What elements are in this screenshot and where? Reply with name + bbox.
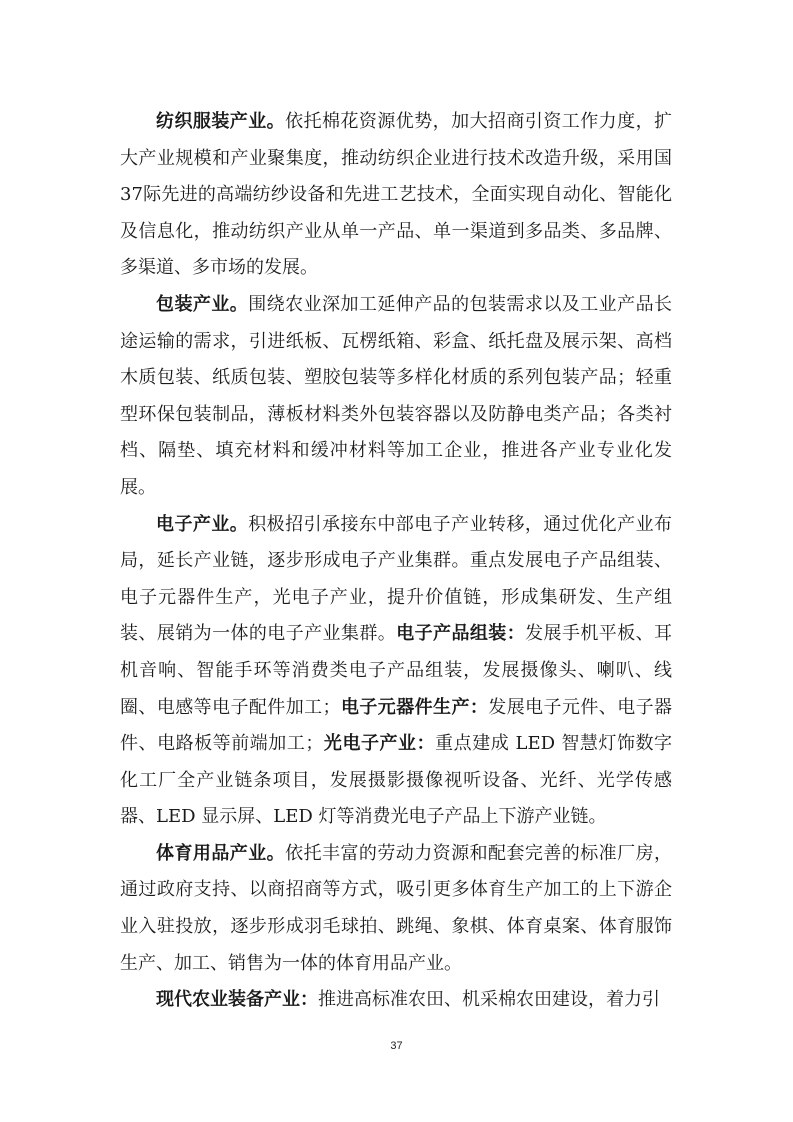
paragraph-textile — [120, 104, 672, 287]
paragraph-text: 推进高标准农田、机采棉农田建设，着力引 — [318, 989, 660, 1011]
paragraph-packaging — [120, 287, 672, 507]
subheading-components: 电子元器件生产： — [340, 696, 489, 718]
paragraph-heading: 包装产业。 — [156, 293, 249, 315]
paragraph-electronics — [120, 507, 672, 836]
paragraph-text: 积极招引承接东中部电子产业转移，通过优化产业布局，延长产业链，逐步形成电子产业集群。重点发展电子产品组装、电子元器件生产，光电子产业，提升价值链，形成集研发、生产组装、展销为一体的电子产业集群。 — [120, 513, 673, 645]
document-body — [120, 104, 672, 1019]
subheading-assembly: 电子产品组装： — [396, 623, 526, 645]
paragraph-text: 依托棉花资源优势，加大招商引资工作力度，扩大产业规模和产业聚集度，推动纺织企业进行技术改造升级，采用国37际先进的高端纺纱设备和先进工艺技术，全面实现自动化、智能化及信息化，推动纺织产业从单一产品、单一渠道到多品类、多品牌、多渠道、多市场的发展。 — [120, 111, 673, 279]
paragraph-text: 围绕农业深加工延伸产品的包装需求以及工业产品长途运输的需求，引进纸板、瓦楞纸箱、彩盒、纸托盘及展示架、高档木质包装、纸质包装、塑胶包装等多样化材质的系列包装产品；轻重型环保包装制品，薄板材料类外包装容器以及防静电类产品；各类衬档、隔垫、填充材料和缓冲材料等加工企业，推进各产业专业化发展。 — [120, 293, 673, 498]
paragraph-heading: 体育用品产业。 — [156, 842, 286, 864]
paragraph-agri-equipment — [120, 982, 672, 1019]
paragraph-text: 发展手机平板、耳机音响、智能手环等消费类电子产品组装，发展摄像头、喇叭、线圈、电感等电子配件加工； — [120, 623, 673, 718]
paragraph-text: 发展电子元件、电子器件、电路板等前端加工； — [120, 696, 673, 755]
paragraph-sports — [120, 836, 672, 982]
paragraph-heading: 现代农业装备产业： — [156, 989, 318, 1011]
paragraph-heading: 纺织服装产业。 — [156, 111, 286, 132]
paragraph-text: 重点建成 LED 智慧灯饰数字化工厂全产业链条项目，发展摄影摄像视听设备、光纤、光学传感器、LED 显示屏、LED 灯等消费光电子产品上下游产业链。 — [120, 733, 673, 828]
paragraph-text: 依托丰富的劳动力资源和配套完善的标准厂房，通过政府支持、以商招商等方式，吸引更多体育生产加工的上下游企业入驻投放，逐步形成羽毛球拍、跳绳、象棋、体育桌案、体育服饰生产、加工、销售为一体的体育用品产业。 — [120, 842, 673, 974]
paragraph-heading: 电子产业。 — [156, 513, 249, 535]
subheading-optoelectronics: 光电子产业： — [323, 733, 436, 755]
page-number: 37 — [390, 1040, 403, 1052]
